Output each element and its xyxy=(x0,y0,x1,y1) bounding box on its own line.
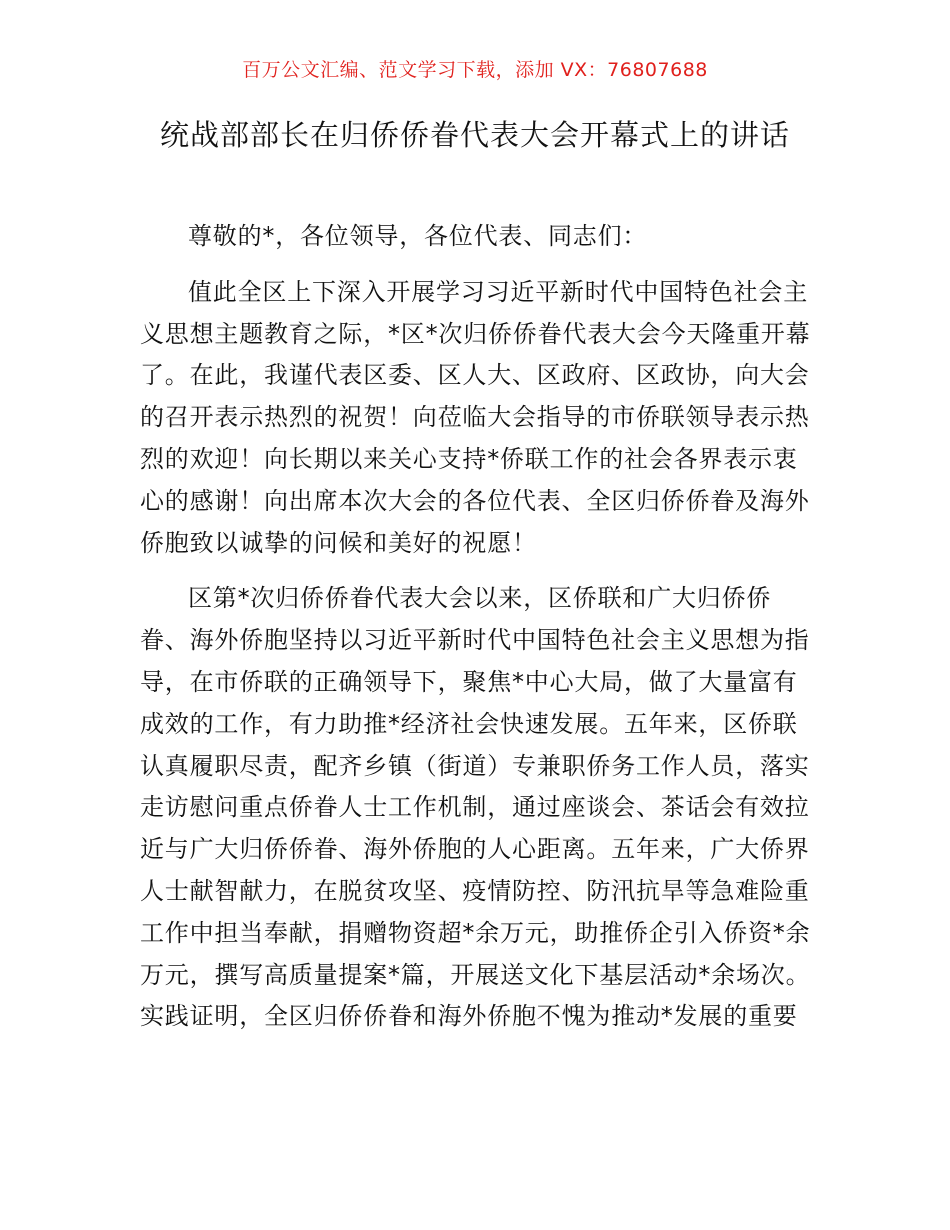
paragraph: 值此全区上下深入开展学习习近平新时代中国特色社会主义思想主题教育之际，*区*次归侨侨眷代表大会今天隆重开幕了。在此，我谨代表区委、区人大、区政府、区政协，向大会的召开表示热烈的祝贺！向莅临大会指导的市侨联领导表示热烈的欢迎！向长期以来关心支持*侨联工作的社会各界表示衷心的感谢！向出席本次大会的各位代表、全区归侨侨眷及海外侨胞致以诚挚的问候和美好的祝愿！ xyxy=(140,277,811,557)
document-title: 统战部部长在归侨侨眷代表大会开幕式上的讲话 xyxy=(159,118,790,152)
header-note: 百万公文汇编、范文学习下载，添加 VX：76807688 xyxy=(242,59,708,81)
document-body xyxy=(140,216,816,1052)
salutation: 尊敬的*，各位领导，各位代表、同志们： xyxy=(188,222,648,250)
paragraph: 区第*次归侨侨眷代表大会以来，区侨联和广大归侨侨眷、海外侨胞坚持以习近平新时代中国特色社会主义思想为指导，在市侨联的正确领导下，聚焦*中心大局，做了大量富有成效的工作，有力助推*经济社会快速发展。五年来，区侨联认真履职尽责，配齐乡镇（街道）专兼职侨务工作人员，落实走访慰问重点侨眷人士工作机制，通过座谈会、茶话会有效拉近与广大归侨侨眷、海外侨胞的人心距离。五年来，广大侨界人士献智献力，在脱贫攻坚、疫情防控、防汛抗旱等急难险重工作中担当奉献，捐赠物资超*余万元，助推侨企引入侨资*余万元，撰写高质量提案*篇，开展送文化下基层活动*余场次。实践证明，全区归侨侨眷和海外侨胞不愧为推动*发展的重要 xyxy=(140,584,811,1031)
